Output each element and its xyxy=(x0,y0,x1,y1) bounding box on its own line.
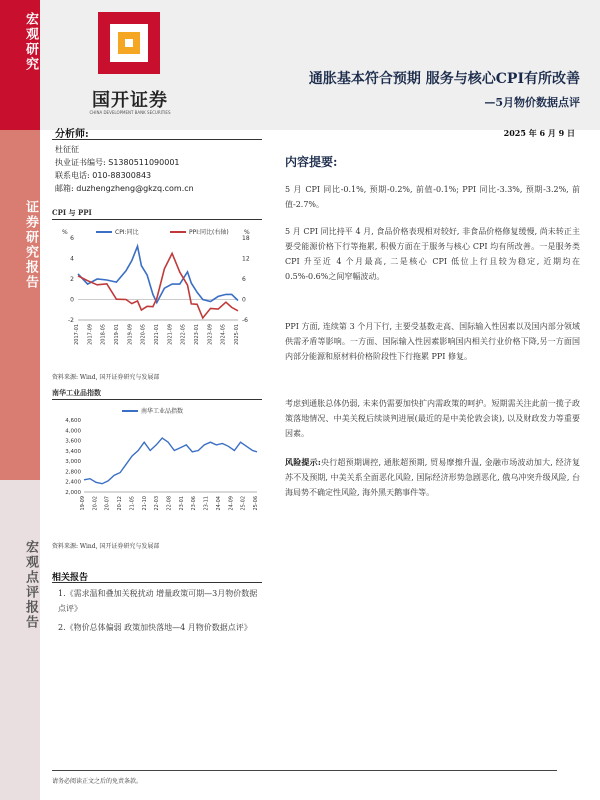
left-tick-label: 2 xyxy=(70,276,74,283)
report-date: 2025 年 6 月 9 日 xyxy=(503,128,575,138)
phone-value: 010-88300843 xyxy=(92,171,152,180)
y-tick-label: 2,000 xyxy=(65,490,81,496)
x-tick-label: 2017-09 xyxy=(87,324,94,345)
right-tick-label: 6 xyxy=(242,276,246,283)
legend-label-1: CPI:同比 xyxy=(115,229,139,236)
y-tick-label: 4,600 xyxy=(65,418,81,424)
related-report-2[interactable]: 2.《物价总体偏弱 政策加快落地—4 月物价数据点评》 xyxy=(58,623,252,632)
x-tick-label: 2023-09 xyxy=(207,324,214,345)
disclaimer-note: 请务必阅读正文之后的免责条款。 xyxy=(52,778,143,785)
related-rule xyxy=(52,582,262,583)
legend-label-2: PPI:同比(右轴) xyxy=(189,229,229,236)
x-tick-label: 22-08 xyxy=(166,496,173,511)
analyst-email xyxy=(55,183,194,194)
x-tick-label: 22-03 xyxy=(154,496,161,511)
sidebar-bottom-block xyxy=(0,480,40,800)
related-heading: 相关报告 xyxy=(52,573,89,583)
x-tick-label: 2025-01 xyxy=(234,324,240,345)
chart2-source: 资料来源: Wind, 国开证券研究与发展部 xyxy=(52,543,160,550)
x-tick-label: 20-02 xyxy=(92,496,99,511)
analyst-rule xyxy=(52,139,262,140)
left-tick-label: 4 xyxy=(70,255,74,263)
left-tick-label: -2 xyxy=(68,317,74,324)
footer-rule xyxy=(52,770,557,771)
x-tick-label: 20-07 xyxy=(104,496,111,511)
x-tick-label: 2021-01 xyxy=(154,324,160,345)
chart2-title: 南华工业品指数 xyxy=(52,388,101,397)
summary-paragraph-1: 5 月 CPI 同比-0.1%, 预期-0.2%, 前值-0.1%; PPI 同比-3.3%, 预期-3.2%, 前值-2.7%。 xyxy=(285,185,580,209)
x-tick-label: 2017-01 xyxy=(74,324,80,345)
chart1-title: CPI 与 PPI xyxy=(52,208,92,217)
analyst-heading: 分析师: xyxy=(55,129,89,140)
y-tick-label: 2,800 xyxy=(65,469,81,476)
license-label: 执业证书编号: xyxy=(55,158,106,167)
x-tick-label: 2018-05 xyxy=(100,324,107,345)
logo-mark-icon xyxy=(98,12,160,74)
chart1-rule xyxy=(52,219,262,220)
x-tick-label: 2019-09 xyxy=(127,324,134,345)
sidebar-top-label: 宏观研究 xyxy=(23,12,38,72)
phone-label: 联系电话: xyxy=(55,171,90,180)
y-tick-label: 3,400 xyxy=(65,448,81,455)
x-tick-label: 21-10 xyxy=(141,496,148,511)
analyst-name: 杜征征 xyxy=(55,145,79,154)
left-tick-label: 6 xyxy=(70,235,74,242)
x-tick-label: 24-09 xyxy=(228,496,235,511)
right-tick-label: 12 xyxy=(242,255,250,263)
report-title: 通胀基本符合预期 服务与核心CPI有所改善 xyxy=(308,71,580,87)
summary-paragraph-4: 考虑到通胀总体仍弱, 未来仍需要加快扩内需政策的呵护。短期需关注此前一揽子政策落地情况、中美关税后续谈判进展(最近的是中美伦敦会谈), 以及财政发力等重要因素。 xyxy=(285,399,580,438)
company-name: 国开证券 xyxy=(92,90,168,111)
right-axis-unit: % xyxy=(244,229,250,236)
x-tick-label: 25-02 xyxy=(240,496,247,511)
chart2-rule xyxy=(52,399,262,400)
x-tick-label: 20-12 xyxy=(117,496,124,511)
series-line-1 xyxy=(84,438,257,484)
summary-paragraph-2: 5 月 CPI 同比持平 4 月, 食品价格表现相对较好, 非食品价格修复缓慢, 尚未转正主要受能源价格下行等拖累, 积极方面在于服务与核心 CPI 均有所改善。一是服务类 CPI 升至近 4 个月最高, 二是核心 CPI 低位上行且较为稳定, 近期均在 0.5%-0.6%之间窄幅波动。 xyxy=(285,227,580,281)
x-tick-label: 23-06 xyxy=(191,496,198,511)
sidebar-mid-label: 证券研究报告 xyxy=(23,200,38,290)
right-tick-label: 18 xyxy=(242,235,250,242)
x-tick-label: 23-01 xyxy=(178,496,185,511)
analyst-phone xyxy=(55,170,151,181)
right-tick-label: -6 xyxy=(242,317,248,324)
cpi-ppi-chart xyxy=(52,222,262,364)
y-tick-label: 3,600 xyxy=(65,438,81,445)
email-label: 邮箱: xyxy=(55,184,74,193)
company-logo xyxy=(98,12,160,74)
x-tick-label: 23-11 xyxy=(203,496,210,511)
risk-text: 央行超预期调控, 通胀超预期, 贸易摩擦升温, 金融市场波动加大, 经济复苏不及预期, 中美关系全面恶化风险, 国际经济形势急剧恶化, 俄乌冲突升级风险, 台海局势不确定性风险, 海外黑天鹅事件等。 xyxy=(285,458,581,497)
x-tick-label: 2024-05 xyxy=(220,324,227,345)
x-tick-label: 21-05 xyxy=(129,496,136,511)
email-value: duzhengzheng@gkzq.com.cn xyxy=(76,184,194,193)
x-tick-label: 2021-09 xyxy=(167,324,174,345)
x-tick-label: 2023-01 xyxy=(194,324,200,345)
x-tick-label: 2019-01 xyxy=(114,324,120,345)
sidebar-mid-block xyxy=(0,130,40,480)
y-tick-label: 3,000 xyxy=(65,459,81,466)
x-tick-label: 24-04 xyxy=(215,496,222,511)
related-report-1[interactable]: 1.《需求温和叠加关税扰动 增量政策可期—3月物价数据点评》 xyxy=(58,589,258,613)
chart1-source: 资料来源: Wind, 国开证券研究与发展部 xyxy=(52,374,160,381)
sidebar-bottom-label: 宏观点评报告 xyxy=(23,540,38,630)
left-tick-label: 0 xyxy=(70,296,74,304)
content-heading: 内容提要: xyxy=(285,155,338,169)
y-tick-label: 2,400 xyxy=(65,479,81,486)
company-name-english: CHINA DEVELOPMENT BANK SECURITIES xyxy=(89,110,171,115)
left-axis-unit: % xyxy=(62,229,68,236)
x-tick-label: 2020-05 xyxy=(140,324,147,345)
nanhua-index-chart xyxy=(52,402,262,532)
analyst-license xyxy=(55,157,180,168)
x-tick-label: 2022-05 xyxy=(180,324,187,345)
license-value: S1380511090001 xyxy=(108,158,180,167)
y-tick-label: 4,000 xyxy=(65,428,81,435)
risk-paragraph xyxy=(285,455,580,500)
report-subtitle: —5月物价数据点评 xyxy=(484,96,580,109)
x-tick-label: 19-09 xyxy=(80,496,86,511)
right-tick-label: 0 xyxy=(242,296,246,304)
series-line-2 xyxy=(78,253,238,318)
legend-label-1: 南华工业品指数 xyxy=(141,408,184,415)
summary-paragraph-3: PPI 方面, 连续第 3 个月下行, 主要受基数走高、国际输入性因素以及国内部分领域供需矛盾等影响。一方面、国际输入性因素影响国内相关行业价格下降,另一方面国内部分能源和原材料价格阶段性下行拖累 PPI 修复。 xyxy=(285,322,580,361)
risk-label: 风险提示: xyxy=(285,457,321,467)
x-tick-label: 25-06 xyxy=(253,496,259,511)
left-sidebar xyxy=(0,0,40,800)
